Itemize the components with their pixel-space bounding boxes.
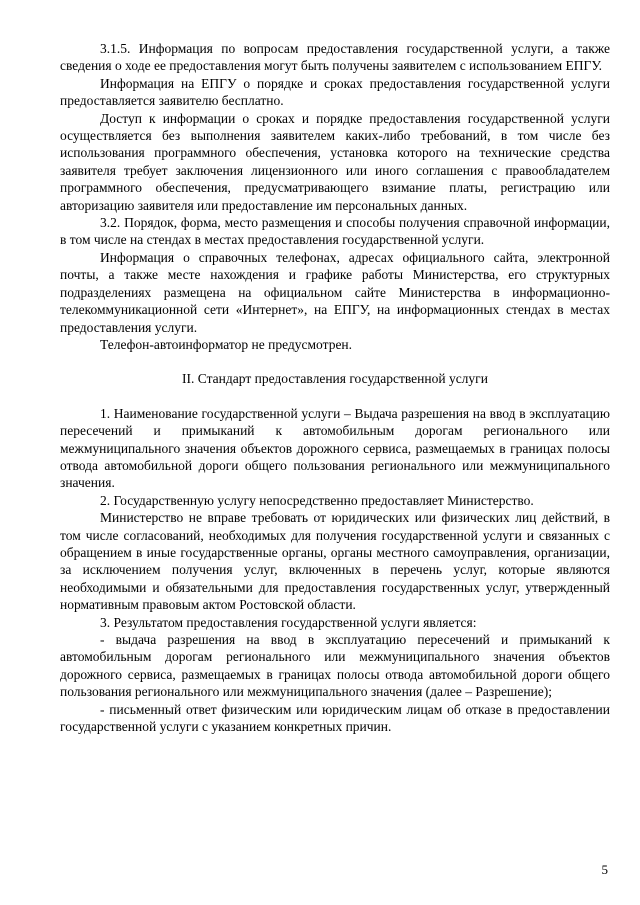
paragraph: 1. Наименование государственной услуги – Выдача разрешения на ввод в эксплуатацию пересечений и примыканий к автомобильным дорогам регионального или межмуниципального значения объектов дорожного сервиса, размещаемых в границах полосы отвода автомобильной дороги общего пользования регионального или межмуниципального значения.: [60, 405, 610, 491]
paragraph: 2. Государственную услугу непосредственно предоставляет Министерство.: [100, 492, 534, 508]
paragraph: 3.1.5. Информация по вопросам предоставления государственной услуги, а также сведения о ходе ее предоставления могут быть получены заявителем с использованием ЕПГУ.: [60, 41, 610, 74]
spacer: [60, 388, 610, 405]
paragraph: Доступ к информации о сроках и порядке предоставления государственной услуги осуществляется без выполнения заявителем каких-либо требований, в том числе без использования программного обеспечения, установка которого на технические средства заявителя требует заключения лицензионного или иного соглашения с правообладателем программного обеспечения, предусматривающего взимание платы, регистрацию или авторизацию заявителя или предоставление им персональных данных.: [60, 110, 610, 213]
paragraph: Информация о справочных телефонах, адресах официального сайта, электронной почты, а также месте нахождения и графике работы Министерства, его структурных подразделениях размещена на официальном сайте Министерства в информационно-телекоммуникационной сети «Интернет», на ЕПГУ, на информационных стендах в местах предоставления услуги.: [60, 249, 610, 335]
section-heading: II. Стандарт предоставления государственной услуги: [182, 371, 488, 387]
list-item: - письменный ответ физическим или юридическим лицам об отказе в предоставлении государственной услуги с указанием конкретных причин.: [60, 701, 610, 735]
page-number: 5: [601, 862, 608, 877]
document-body: [60, 40, 610, 735]
list-item: - выдача разрешения на ввод в эксплуатацию пересечений и примыканий к автомобильным дорогам регионального или межмуниципального значения объектов дорожного сервиса, размещаемых в границах полосы отвода автомобильной дороги общего пользования регионального или межмуниципального значения (далее – Разрешение);: [60, 632, 610, 700]
paragraph: 3. Результатом предоставления государственной услуги является:: [100, 614, 477, 630]
spacer: [60, 353, 610, 370]
paragraph: Информация на ЕПГУ о порядке и сроках предоставления государственной услуги предоставляется заявителю бесплатно.: [60, 75, 610, 109]
paragraph: Министерство не вправе требовать от юридических или физических лиц действий, в том числе согласований, необходимых для получения государственной услуги и связанных с обращением в иные государственные органы, органы местного самоуправления, организации, за исключением получения услуг, включенных в перечень услуг, которые являются необходимыми и обязательными для предоставления государственных услуг, утвержденный нормативным правовым актом Ростовской области.: [60, 510, 610, 613]
paragraph: 3.2. Порядок, форма, место размещения и способы получения справочной информации, в том числе на стендах в местах предоставления государственной услуги.: [60, 215, 610, 248]
paragraph: Телефон-автоинформатор не предусмотрен.: [100, 336, 353, 352]
